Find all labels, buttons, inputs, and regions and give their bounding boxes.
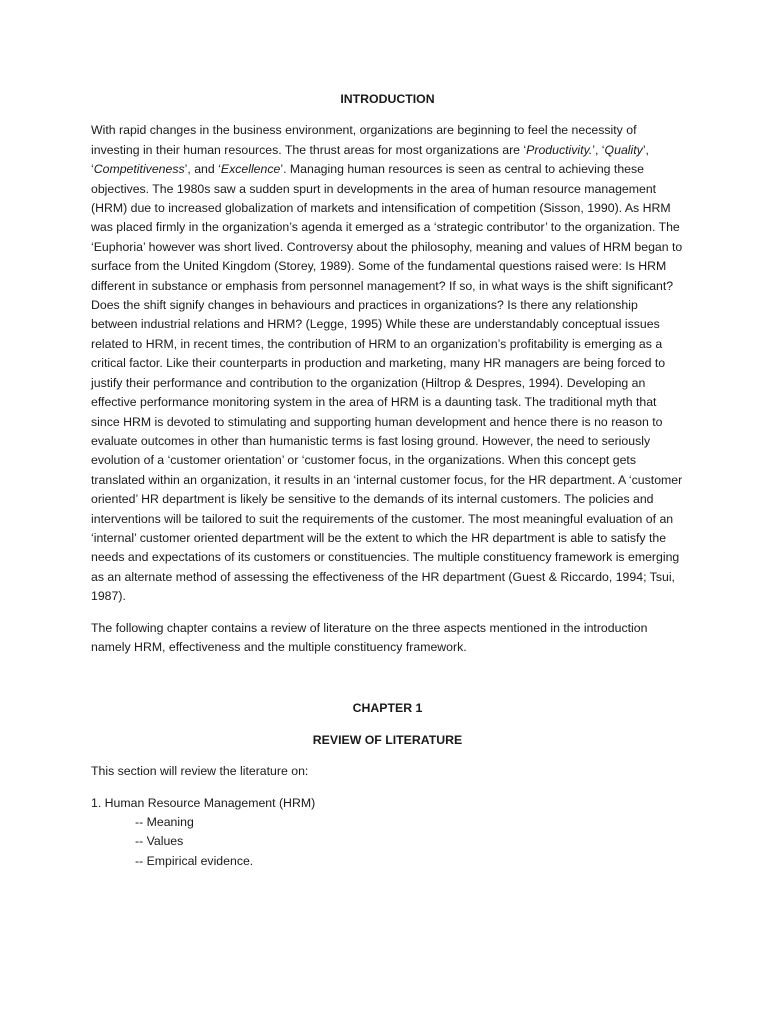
introduction-paragraph [91, 121, 684, 606]
document-content [91, 90, 684, 871]
p1-italic-competitiveness: Competitiveness [93, 162, 185, 177]
sub-list [91, 813, 684, 871]
literature-list [91, 794, 684, 872]
sub-list-item-empirical-evidence: -- Empirical evidence. [135, 853, 254, 868]
p1-text-3: ’, ‘ [91, 142, 649, 177]
p1-text-1: With rapid changes in the business environment, organizations are beginning to feel the necessity of investing in their human resources. The thrust areas for most organizations are ‘ [91, 123, 637, 157]
following-chapter-paragraph: The following chapter contains a review of literature on the three aspects mentioned in the introduction namely HRM, effectiveness and the multiple constituency framework. [91, 620, 648, 654]
chapter-heading: CHAPTER 1 [352, 701, 423, 716]
review-of-literature-heading: REVIEW OF LITERATURE [312, 732, 463, 747]
list-item [91, 794, 684, 872]
section-intro-text: This section will review the literature on: [91, 764, 309, 779]
p1-text-2: ’, ‘ [592, 142, 605, 157]
p1-italic-quality: Quality [604, 142, 643, 157]
sub-list-item-meaning: -- Meaning [135, 815, 194, 829]
p1-italic-excellence: Excellence [220, 162, 281, 177]
introduction-heading: INTRODUCTION [340, 92, 435, 106]
list-item-label: 1. Human Resource Management (HRM) [91, 795, 316, 810]
p1-text-5: ’. Managing human resources is seen as central to achieving these objectives. The 1980s saw a sudden spurt in developments in the area of human resource management (HRM) due to increased globalization of markets and intensification of competition (Sisson, 1990). As HRM was placed firmly in the organization’s agenda it emerged as a ‘strategic contributor’ to the organization. The ‘Euphoria’ however was short lived. Controversy about the philosophy, meaning and values of HRM began to surface from the United Kingdom (Storey, 1989). Some of the fundamental questions raised were: Is HRM different in substance or emphasis from personnel management? If so, in what ways is the shift significant? Does the shift signify changes in behaviours and practices in organizations? Is there any relationship between industrial relations and HRM? (Legge, 1995) While these are understandably conceptual issues related to HRM, in recent times, the contribution of HRM to an organization’s profitability is emerging as a critical factor. Like their counterparts in production and marketing, many HR managers are being forced to justify their performance and contribution to the organization (Hiltrop & Despres, 1994). Developing an effective performance monitoring system in the area of HRM is a daunting task. The traditional myth that since HRM is devoted to stimulating and supporting human development and hence there is no reason to evaluate outcomes in other than humanistic terms is fast losing ground. However, the need to seriously evolution of a ‘customer orientation’ or ‘customer focus, in the organizations. When this concept gets translated within an organization, it results in an ‘internal customer focus, for the HR department. A ‘customer oriented’ HR department is likely be sensitive to the demands of its internal customers. The policies and interventions will be tailored to suit the requirements of the customer. The most meaningful evaluation of an ‘internal’ customer oriented department will be the extent to which the HR department is able to satisfy the needs and expectations of its customers or constituencies. The multiple constituency framework is emerging as an alternate method of assessing the effectiveness of the HR department (Guest & Riccardo, 1994; Tsui, 1987). [91, 162, 683, 604]
sub-list-item-values: -- Values [135, 834, 184, 849]
p1-italic-productivity: Productivity. [526, 142, 593, 157]
p1-text-4: ’, and ‘ [184, 162, 221, 177]
